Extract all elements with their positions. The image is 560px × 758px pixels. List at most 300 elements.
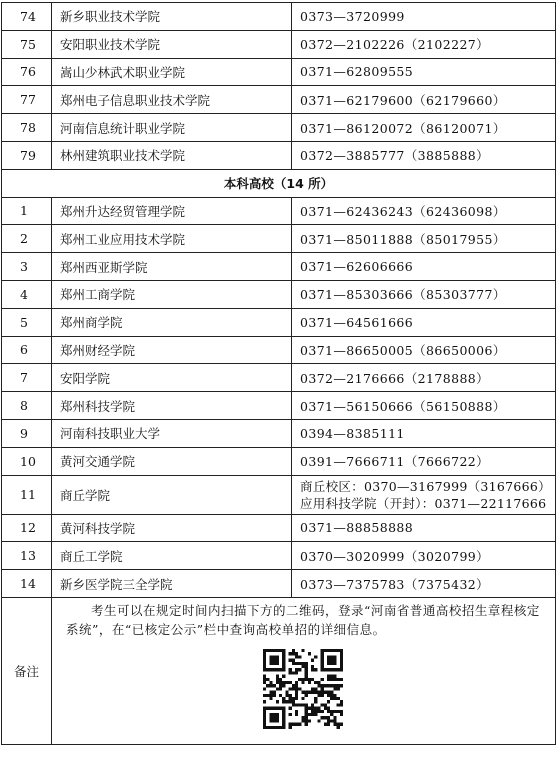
qr-module [275,707,278,710]
qr-module [263,655,266,658]
row-number: 6 [2,336,52,364]
college-name: 郑州科技学院 [52,392,292,420]
qr-module [279,726,282,729]
qr-module [282,713,285,716]
qr-module [301,678,304,681]
qr-module [317,684,320,687]
qr-module [304,665,307,668]
qr-module [301,662,304,665]
college-phone [292,475,556,514]
row-number: 5 [2,308,52,336]
qr-module [295,691,298,694]
college-phone: 0371—86650005（86650006） [292,336,556,364]
qr-module [275,655,278,658]
qr-module [288,694,291,697]
qr-module [269,691,272,694]
qr-module [301,691,304,694]
qr-module [288,723,291,726]
qr-module [275,716,278,719]
qr-module [275,675,278,678]
qr-module [327,668,330,671]
qr-module [282,668,285,671]
qr-module [314,707,317,710]
college-phone: 0394—8385111 [292,419,556,447]
qr-module [295,713,298,716]
qr-module [282,723,285,726]
qr-module [272,662,275,665]
qr-module [333,723,336,726]
qr-module [330,675,333,678]
table-row [2,253,556,281]
qr-module [263,659,266,662]
row-number: 4 [2,280,52,308]
qr-module [314,710,317,713]
qr-module [323,716,326,719]
qr-module [327,659,330,662]
qr-module [263,726,266,729]
qr-module [298,678,301,681]
table-row [2,570,556,598]
qr-module [263,668,266,671]
qr-module [295,697,298,700]
qr-module [323,723,326,726]
college-phone: 0391—7666711（7666722） [292,447,556,475]
qr-module [333,668,336,671]
qr-module [304,675,307,678]
qr-module [272,691,275,694]
qr-module [320,652,323,655]
qr-module [269,726,272,729]
college-name: 郑州电子信息职业技术学院 [52,86,292,114]
qr-module [336,697,339,700]
qr-module [307,713,310,716]
row-number: 75 [2,30,52,58]
qr-module [269,713,272,716]
qr-module [295,652,298,655]
qr-module [266,694,269,697]
college-phone: 0371—64561666 [292,308,556,336]
qr-module [336,703,339,706]
qr-module [307,681,310,684]
qr-code-icon[interactable] [263,649,343,729]
qr-module [301,719,304,722]
qr-module [327,700,330,703]
table-row [2,392,556,420]
qr-module [333,655,336,658]
qr-module [263,694,266,697]
qr-module [279,687,282,690]
college-phone: 0371—56150666（56150888） [292,392,556,420]
college-phone: 0372—2176666（2178888） [292,364,556,392]
table-row [2,514,556,542]
college-phone: 0371—62436243（62436098） [292,197,556,225]
college-phone: 0372—2102226（2102227） [292,30,556,58]
qr-module [314,681,317,684]
qr-module [327,723,330,726]
qr-module [288,668,291,671]
qr-module [320,716,323,719]
qr-module [291,652,294,655]
qr-module [336,678,339,681]
qr-module [272,716,275,719]
qr-module [327,662,330,665]
qr-module [275,719,278,722]
qr-module [314,687,317,690]
qr-module [288,713,291,716]
qr-module [320,665,323,668]
college-name: 河南信息统计职业学院 [52,114,292,142]
qr-module [323,707,326,710]
college-name: 嵩山少林武术职业学院 [52,58,292,86]
table-row [2,225,556,253]
qr-module [263,716,266,719]
qr-module [263,675,266,678]
qr-module [307,691,310,694]
qr-module [282,716,285,719]
qr-module [269,716,272,719]
qr-module [317,681,320,684]
qr-module [275,687,278,690]
qr-module [269,662,272,665]
qr-module [282,697,285,700]
qr-module [314,691,317,694]
qr-module [301,665,304,668]
qr-module [269,697,272,700]
qr-module [320,678,323,681]
qr-module [282,675,285,678]
qr-module [327,710,330,713]
qr-module [333,710,336,713]
qr-module [295,710,298,713]
row-number: 11 [2,475,52,514]
qr-module [288,659,291,662]
qr-module [298,723,301,726]
qr-module [279,684,282,687]
qr-module [339,652,342,655]
qr-module [282,662,285,665]
qr-module [269,655,272,658]
qr-module [288,707,291,710]
qr-module [330,713,333,716]
qr-module [304,668,307,671]
qr-module [330,668,333,671]
qr-module [323,684,326,687]
qr-module [295,687,298,690]
qr-module [288,687,291,690]
qr-module [266,649,269,652]
qr-module [282,665,285,668]
qr-module [263,713,266,716]
row-number: 3 [2,253,52,281]
qr-module [275,726,278,729]
qr-module [323,668,326,671]
row-number: 77 [2,86,52,114]
qr-module [330,649,333,652]
qr-module [327,678,330,681]
college-phone: 0371—86120072（86120071） [292,114,556,142]
row-number: 78 [2,114,52,142]
qr-module [266,707,269,710]
qr-module [269,659,272,662]
qr-module [263,665,266,668]
college-phone: 0371—85011888（85017955） [292,225,556,253]
qr-module [291,687,294,690]
qr-module [269,684,272,687]
qr-module [333,678,336,681]
qr-module [327,649,330,652]
qr-module [295,703,298,706]
qr-module [336,710,339,713]
qr-module [311,710,314,713]
table-row [2,419,556,447]
qr-module [323,691,326,694]
qr-module [320,694,323,697]
qr-module [317,691,320,694]
table-row [2,197,556,225]
qr-module [333,719,336,722]
college-name: 新乡职业技术学院 [52,3,292,31]
qr-module [263,710,266,713]
qr-module [339,678,342,681]
college-name: 商丘学院 [52,475,292,514]
qr-module [304,723,307,726]
qr-module [333,697,336,700]
qr-module [333,662,336,665]
qr-module [279,678,282,681]
qr-module [288,652,291,655]
table-row [2,30,556,58]
qr-module [323,703,326,706]
table-row [2,364,556,392]
qr-module [269,649,272,652]
row-number: 7 [2,364,52,392]
qr-module [320,655,323,658]
qr-module [314,655,317,658]
qr-module [269,694,272,697]
qr-module [339,662,342,665]
qr-module [291,659,294,662]
qr-module [282,700,285,703]
qr-module [339,703,342,706]
qr-module [272,655,275,658]
qr-module [333,687,336,690]
qr-module [282,652,285,655]
qr-module [263,678,266,681]
row-number: 79 [2,141,52,169]
qr-module [301,681,304,684]
qr-module [291,723,294,726]
college-name: 商丘工学院 [52,542,292,570]
qr-module [330,694,333,697]
phone-line-2: 应用科技学院（开封）：0371—22117666 [300,495,547,511]
qr-module [285,691,288,694]
qr-module [269,668,272,671]
notes-cell [52,597,556,744]
college-phone: 0370—3020999（3020799） [292,542,556,570]
qr-module [304,719,307,722]
qr-module [304,703,307,706]
qr-module [330,710,333,713]
notes-row [2,597,556,744]
qr-module [301,703,304,706]
qr-module [272,713,275,716]
qr-module [317,694,320,697]
college-phone: 0371—62179600（62179660） [292,86,556,114]
qr-module [291,649,294,652]
qr-module [301,716,304,719]
qr-module [295,723,298,726]
college-name: 黄河科技学院 [52,514,292,542]
college-name: 黄河交通学院 [52,447,292,475]
qr-module [263,700,266,703]
college-phone: 0371—62606666 [292,253,556,281]
qr-module [263,649,266,652]
qr-module [295,681,298,684]
qr-module [333,675,336,678]
qr-module [279,668,282,671]
qr-module [275,713,278,716]
qr-module [285,681,288,684]
qr-module [330,655,333,658]
qr-module [311,687,314,690]
qr-module [282,684,285,687]
qr-module [263,719,266,722]
college-name: 郑州工商学院 [52,280,292,308]
qr-module [269,719,272,722]
college-phone: 0373—3720999 [292,3,556,31]
college-phone: 0371—88858888 [292,514,556,542]
row-number: 74 [2,3,52,31]
qr-module [320,659,323,662]
qr-module [311,668,314,671]
qr-module [272,684,275,687]
qr-module [288,671,291,674]
qr-module [314,700,317,703]
qr-module [320,684,323,687]
qr-module [301,697,304,700]
qr-module [295,671,298,674]
qr-module [307,719,310,722]
qr-module [304,716,307,719]
qr-module [288,681,291,684]
qr-module [311,659,314,662]
qr-module [339,710,342,713]
qr-module [330,678,333,681]
qr-module [295,684,298,687]
qr-module [330,684,333,687]
qr-module [336,726,339,729]
table-row [2,447,556,475]
qr-module [288,697,291,700]
qr-module [339,665,342,668]
qr-module [263,662,266,665]
qr-module [333,649,336,652]
college-name: 安阳职业技术学院 [52,30,292,58]
qr-module [327,716,330,719]
row-number: 2 [2,225,52,253]
college-name: 郑州升达经贸管理学院 [52,197,292,225]
qr-module [307,678,310,681]
qr-module [272,707,275,710]
qr-module [327,691,330,694]
notes-label: 备注 [2,597,52,744]
table-row [2,114,556,142]
college-phone: 0373—7375783（7375432） [292,570,556,598]
qr-module [327,655,330,658]
qr-module [263,707,266,710]
qr-module [272,726,275,729]
row-number: 12 [2,514,52,542]
qr-module [272,649,275,652]
qr-module [304,713,307,716]
qr-module [275,662,278,665]
qr-module [266,684,269,687]
qr-module [320,687,323,690]
table-row [2,3,556,31]
qr-module [323,649,326,652]
qr-module [269,681,272,684]
college-name: 郑州财经学院 [52,336,292,364]
qr-module [339,649,342,652]
qr-module [275,681,278,684]
qr-module [304,694,307,697]
qr-module [314,668,317,671]
qr-module [311,665,314,668]
qr-module [282,681,285,684]
college-name: 郑州商学院 [52,308,292,336]
qr-module [291,671,294,674]
notes-text: 考生可以在规定时间内扫描下方的二维码，登录“河南省普通高校招生章程核定系统”，在“已核定公示”栏中查询高校单招的详细信息。 [66,602,540,637]
qr-module [298,662,301,665]
qr-module [295,655,298,658]
table-row [2,141,556,169]
qr-module [266,668,269,671]
qr-module [263,723,266,726]
qr-module [295,668,298,671]
qr-module [311,707,314,710]
qr-module [330,719,333,722]
qr-module [263,652,266,655]
qr-module [327,684,330,687]
qr-module [314,713,317,716]
qr-module [339,655,342,658]
qr-module [272,694,275,697]
qr-module [333,659,336,662]
qr-module [272,659,275,662]
qr-module [339,684,342,687]
table-row [2,58,556,86]
qr-module [330,697,333,700]
qr-module [327,719,330,722]
qr-module [304,678,307,681]
table-row [2,336,556,364]
qr-module [314,697,317,700]
qr-module [275,659,278,662]
qr-module [320,662,323,665]
qr-module [304,662,307,665]
phone-line-1: 商丘校区：0370—3167999（3167666） [300,478,551,494]
qr-module [327,694,330,697]
qr-module [336,723,339,726]
qr-module [275,649,278,652]
qr-module [336,684,339,687]
qr-module [311,703,314,706]
qr-module [320,649,323,652]
qr-module [288,726,291,729]
qr-module [291,684,294,687]
qr-module [320,668,323,671]
row-number: 8 [2,392,52,420]
